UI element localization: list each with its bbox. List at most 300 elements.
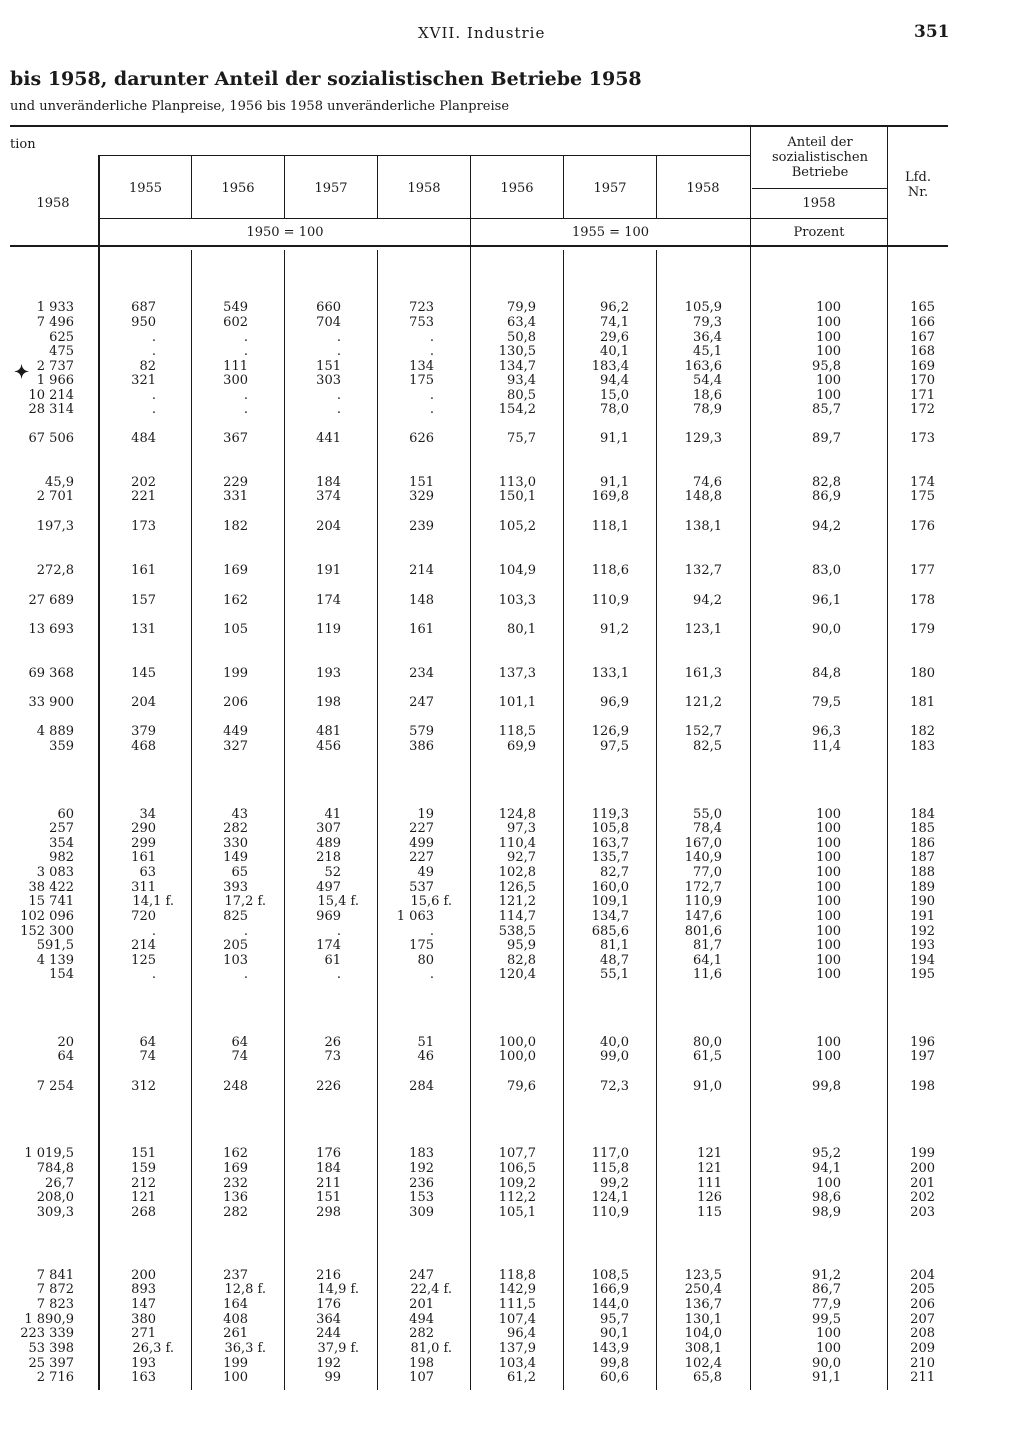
table-cell: 2 716 [36,1370,74,1385]
table-cell: 484 [131,431,156,446]
table-cell: 151 [316,1190,341,1205]
table-cell: 86,9 [812,489,841,504]
table-cell: 94,2 [812,519,841,534]
table-cell: 184 [910,807,935,822]
table-cell: 74 [139,1049,156,1064]
table-cell: 43 [231,807,248,822]
table-cell: 90,1 [600,1326,629,1341]
table-cell: 192 [409,1161,434,1176]
table-cell: 121,2 [498,894,536,909]
table-cell: 123,1 [684,622,722,637]
table-cell: 198 [316,695,341,710]
table-cell: 95,7 [600,1312,629,1327]
table-cell: 380 [131,1312,156,1327]
table-cell: 153 [409,1190,434,1205]
table-cell: 2 737 [36,359,74,374]
table-cell: 207 [910,1312,935,1327]
table-cell: 223 339 [20,1326,74,1341]
table-cell: 136 [223,1190,248,1205]
table-cell: . [151,924,156,939]
table-cell: 549 [223,300,248,315]
vrule-9 [887,125,888,1390]
table-cell: 123,5 [684,1268,722,1283]
table-cell: 28 314 [28,402,74,417]
table-cell: 171 [910,388,935,403]
table-cell: 625 [49,330,74,345]
table-cell: 193 [131,1356,156,1371]
table-cell: 64,1 [693,953,722,968]
table-cell: 151 [131,1146,156,1161]
table-cell: 119,3 [591,807,629,822]
table-cell: 78,9 [693,402,722,417]
table-cell: 602 [223,315,248,330]
table-cell: 218 [316,850,341,865]
table-cell: . [243,344,248,359]
table-cell: 753 [409,315,434,330]
table-cell: 148,8 [684,489,722,504]
table-cell: 94,2 [693,593,722,608]
table-cell: 166,9 [591,1282,629,1297]
table-cell: 191 [910,909,935,924]
table-cell: 160,0 [591,880,629,895]
table-cell: 192 [316,1356,341,1371]
table-cell: 115,8 [591,1161,629,1176]
table-cell: 309 [409,1205,434,1220]
table-cell: 169 [223,563,248,578]
table-cell: 50,8 [507,330,536,345]
rule-anteil [752,188,888,189]
table-cell: 97,3 [507,821,536,836]
table-cell: 98,6 [812,1190,841,1205]
table-cell: 282 [223,821,248,836]
table-cell: . [243,388,248,403]
table-cell: 77,0 [693,865,722,880]
table-cell: 106,5 [498,1161,536,1176]
table-cell: 211 [316,1176,341,1191]
table-cell: 74,6 [693,475,722,490]
table-cell: 96,1 [812,593,841,608]
table-cell: 185 [910,821,935,836]
table-cell: 169,8 [591,489,629,504]
table-cell: 354 [49,836,74,851]
table-cell: 86,7 [812,1282,841,1297]
table-cell: . [336,402,341,417]
table-cell: 64 [57,1049,74,1064]
table-cell: 100,0 [498,1035,536,1050]
table-cell: 210 [910,1356,935,1371]
table-cell: 142,9 [498,1282,536,1297]
table-cell: 83,0 [812,563,841,578]
table-cell: 89,7 [812,431,841,446]
table-cell: 152,7 [684,724,722,739]
table-cell: 176 [910,519,935,534]
header-lfd-nr: Lfd. Nr. [905,170,931,200]
table-cell: 197,3 [36,519,74,534]
table-cell: 51 [417,1035,434,1050]
table-cell: . [336,388,341,403]
table-cell: 183,4 [591,359,629,374]
table-cell: 105,8 [591,821,629,836]
table-cell: 102,4 [684,1356,722,1371]
table-cell: 81,1 [600,938,629,953]
table-cell: 200 [131,1268,156,1283]
table-cell: 204 [316,519,341,534]
table-cell: 192 [910,924,935,939]
table-cell: 126,9 [591,724,629,739]
header-anteil-year: 1958 [802,196,836,211]
table-cell: 61 [324,953,341,968]
table-cell: 13 693 [28,622,74,637]
table-cell: 199 [223,666,248,681]
table-cell: 187 [910,850,935,865]
table-cell: 82,7 [600,865,629,880]
table-cell: 63 [139,865,156,880]
table-cell: 10 214 [28,388,74,403]
table-cell: 134 [409,359,434,374]
table-cell: 104,9 [498,563,536,578]
table-cell: 163,7 [591,836,629,851]
table-cell: 29,6 [600,330,629,345]
table-cell: 206 [910,1297,935,1312]
table-cell: 579 [409,724,434,739]
table-cell: 18,6 [693,388,722,403]
table-cell: 3 083 [36,865,74,880]
table-cell: 359 [49,739,74,754]
table-cell: 81,7 [693,938,722,953]
table-cell: 166 [910,315,935,330]
table-cell: 969 [316,909,341,924]
table-cell: 55,1 [600,967,629,982]
table-cell: 441 [316,431,341,446]
table-cell: 250,4 [684,1282,722,1297]
table-cell: 180 [910,666,935,681]
table-cell: 54,4 [693,373,722,388]
table-cell: 1 063 [396,909,434,924]
table-cell: 950 [131,315,156,330]
table-cell: 468 [131,739,156,754]
table-cell: . [336,330,341,345]
table-cell: 80,0 [693,1035,722,1050]
table-cell: 93,4 [507,373,536,388]
table-cell: 130,5 [498,344,536,359]
page-number: 351 [914,22,950,42]
table-cell: 69,9 [507,739,536,754]
table-cell: 169 [910,359,935,374]
table-cell: 152 300 [20,924,74,939]
table-cell: 282 [409,1326,434,1341]
table-cell: 134,7 [498,359,536,374]
table-cell: 96,3 [812,724,841,739]
pencil-mark-icon: ✦ [14,362,30,383]
table-cell: 121 [697,1146,722,1161]
table-cell: 77,9 [812,1297,841,1312]
table-cell: 135,7 [591,850,629,865]
table-cell: 177 [910,563,935,578]
table-cell: 140,9 [684,850,722,865]
table-cell: 204 [131,695,156,710]
table-cell: 538,5 [498,924,536,939]
table-cell: 393 [223,880,248,895]
table-cell: 209 [910,1341,935,1356]
header-1955: 1955 [128,181,163,196]
table-cell: 174 [316,593,341,608]
table-cell: 100 [816,315,841,330]
table-cell: 182 [223,519,248,534]
table-cell: 14,1 f. [132,894,174,909]
table-cell: 290 [131,821,156,836]
table-cell: 237 [223,1268,248,1283]
table-cell: 236 [409,1176,434,1191]
table-cell: 78,0 [600,402,629,417]
table-cell: 100 [816,1035,841,1050]
table-cell: 46 [417,1049,434,1064]
table-cell: 169 [223,1161,248,1176]
table-cell: 15 741 [28,894,74,909]
table-cell: 198 [409,1356,434,1371]
table-cell: 408 [223,1312,248,1327]
table-cell: 112,2 [498,1190,536,1205]
table-cell: 170 [910,373,935,388]
table-cell: 105,2 [498,519,536,534]
header-1957b: 1957 [593,181,627,196]
table-cell: 48,7 [600,953,629,968]
table-cell: 36,4 [693,330,722,345]
table-cell: 129,3 [684,431,722,446]
table-cell: 284 [409,1079,434,1094]
table-cell: 49 [417,865,434,880]
table-cell: 154 [49,967,74,982]
table-cell: 64 [139,1035,156,1050]
table-cell: 167,0 [684,836,722,851]
table-cell: 205 [223,938,248,953]
table-cell: . [336,967,341,982]
table-cell: 107 [409,1370,434,1385]
table-cell: 1 933 [36,300,74,315]
table-cell: 91,1 [812,1370,841,1385]
table-cell: 179 [910,622,935,637]
table-cell: 81,0 f. [410,1341,452,1356]
table-cell: 201 [910,1176,935,1191]
table-cell: 90,0 [812,622,841,637]
table-cell: 175 [409,373,434,388]
table-cell: 40,1 [600,344,629,359]
table-cell: 197 [910,1049,935,1064]
table-cell: 113,0 [498,475,536,490]
table-cell: 183 [910,739,935,754]
table-cell: 475 [49,344,74,359]
table-cell: 119 [316,622,341,637]
header-1958: 1958 [36,196,70,211]
header-base-1955: 1955 = 100 [571,225,650,240]
table-cell: 208 [910,1326,935,1341]
table-cell: 194 [910,953,935,968]
table-cell: 121,2 [684,695,722,710]
table-cell: . [429,388,434,403]
table-cell: 60,6 [600,1370,629,1385]
table-cell: 27 689 [28,593,74,608]
table-cell: 12,8 f. [224,1282,266,1297]
table-cell: 164 [223,1297,248,1312]
table-cell: 111 [697,1176,722,1191]
table-cell: . [151,967,156,982]
rule-header-1 [100,155,750,156]
table-cell: 105,1 [498,1205,536,1220]
header-anteil: Anteil der sozialistischen Betriebe [771,135,868,180]
table-cell: 82 [139,359,156,374]
table-cell: 79,5 [812,695,841,710]
table-cell: 40,0 [600,1035,629,1050]
table-cell: 100 [816,953,841,968]
table-cell: 201 [409,1297,434,1312]
table-cell: 100 [816,836,841,851]
table-cell: 124,1 [591,1190,629,1205]
table-cell: 100 [816,880,841,895]
table-cell: 172 [910,402,935,417]
table-cell: 100 [816,850,841,865]
table-cell: 73 [324,1049,341,1064]
table-cell: 64 [231,1035,248,1050]
table-cell: 174 [316,938,341,953]
table-cell: 45,1 [693,344,722,359]
table-cell: 591,5 [36,938,74,953]
table-cell: 118,5 [498,724,536,739]
table-cell: 229 [223,475,248,490]
table-cell: 190 [910,894,935,909]
table-cell: 136,7 [684,1297,722,1312]
table-cell: 149 [223,850,248,865]
header-1956b: 1956 [500,181,534,196]
table-cell: 100 [816,373,841,388]
table-cell: 100 [816,1326,841,1341]
table-cell: 193 [316,666,341,681]
table-cell: 162 [223,593,248,608]
table-cell: 90,0 [812,1356,841,1371]
table-cell: 205 [910,1282,935,1297]
table-cell: . [151,330,156,345]
table-cell: 110,9 [684,894,722,909]
table-cell: 163 [131,1370,156,1385]
table-cell: 84,8 [812,666,841,681]
table-cell: 143,9 [591,1341,629,1356]
table-cell: 167 [910,330,935,345]
table-cell: . [336,924,341,939]
table-cell: 150,1 [498,489,536,504]
table-cell: 982 [49,850,74,865]
table-cell: 65 [231,865,248,880]
table-subtitle: und unveränderliche Planpreise, 1956 bis 1958 unveränderliche Planpreise [10,99,510,114]
table-cell: 100 [816,330,841,345]
table-cell: 60 [57,807,74,822]
table-cell: 720 [131,909,156,924]
table-cell: 100 [816,344,841,359]
table-cell: 386 [409,739,434,754]
table-cell: 37,9 f. [317,1341,359,1356]
table-cell: 199 [223,1356,248,1371]
table-cell: 163,6 [684,359,722,374]
rule-header-3 [10,245,948,247]
table-cell: 151 [409,475,434,490]
table-cell: 94,1 [812,1161,841,1176]
table-cell: 91,2 [600,622,629,637]
table-cell: 687 [131,300,156,315]
table-cell: 161,3 [684,666,722,681]
table-cell: 211 [910,1370,935,1385]
table-cell: 626 [409,431,434,446]
table-cell: 202 [131,475,156,490]
table-cell: 102 096 [20,909,74,924]
table-cell: 144,0 [591,1297,629,1312]
table-cell: 327 [223,739,248,754]
table-cell: 103,4 [498,1356,536,1371]
table-cell: 80,5 [507,388,536,403]
table-cell: 120,4 [498,967,536,982]
table-cell: 188 [910,865,935,880]
table-cell: 52 [324,865,341,880]
table-cell: 74,1 [600,315,629,330]
table-cell: 100 [816,938,841,953]
table-cell: 14,9 f. [317,1282,359,1297]
table-cell: 175 [910,489,935,504]
table-cell: 300 [223,373,248,388]
table-cell: 34 [139,807,156,822]
table-title: bis 1958, darunter Anteil der sozialistischen Betriebe 1958 [10,68,642,90]
table-cell: 103,3 [498,593,536,608]
table-cell: 132,7 [684,563,722,578]
table-cell: 704 [316,315,341,330]
table-cell: . [429,402,434,417]
table-cell: 489 [316,836,341,851]
table-cell: 7 496 [36,315,74,330]
table-cell: 321 [131,373,156,388]
table-cell: . [336,344,341,359]
table-cell: 247 [409,695,434,710]
table-cell: 151 [316,359,341,374]
table-cell: 271 [131,1326,156,1341]
table-cell: 214 [409,563,434,578]
table-cell: 110,9 [591,1205,629,1220]
table-cell: 79,6 [507,1079,536,1094]
table-cell: 159 [131,1161,156,1176]
table-cell: 134,7 [591,909,629,924]
header-base-1950: 1950 = 100 [246,225,324,240]
table-cell: 22,4 f. [410,1282,452,1297]
table-cell: 100 [816,821,841,836]
table-cell: 115 [697,1205,722,1220]
table-cell: 7 841 [36,1268,74,1283]
table-cell: 130,1 [684,1312,722,1327]
table-cell: 121 [697,1161,722,1176]
table-cell: 107,7 [498,1146,536,1161]
table-cell: 161 [409,622,434,637]
table-cell: 172,7 [684,880,722,895]
table-cell: 168 [910,344,935,359]
table-cell: 178 [910,593,935,608]
table-cell: . [243,330,248,345]
table-cell: 208,0 [36,1190,74,1205]
table-cell: 309,3 [36,1205,74,1220]
table-cell: 109,2 [498,1176,536,1191]
table-cell: 95,2 [812,1146,841,1161]
table-cell: 74 [231,1049,248,1064]
table-cell: 126 [697,1190,722,1205]
table-cell: 182 [910,724,935,739]
table-cell: 244 [316,1326,341,1341]
table-cell: 99,0 [600,1049,629,1064]
table-cell: 38 422 [28,880,74,895]
table-cell: 109,1 [591,894,629,909]
table-cell: 7 823 [36,1297,74,1312]
table-cell: 367 [223,431,248,446]
